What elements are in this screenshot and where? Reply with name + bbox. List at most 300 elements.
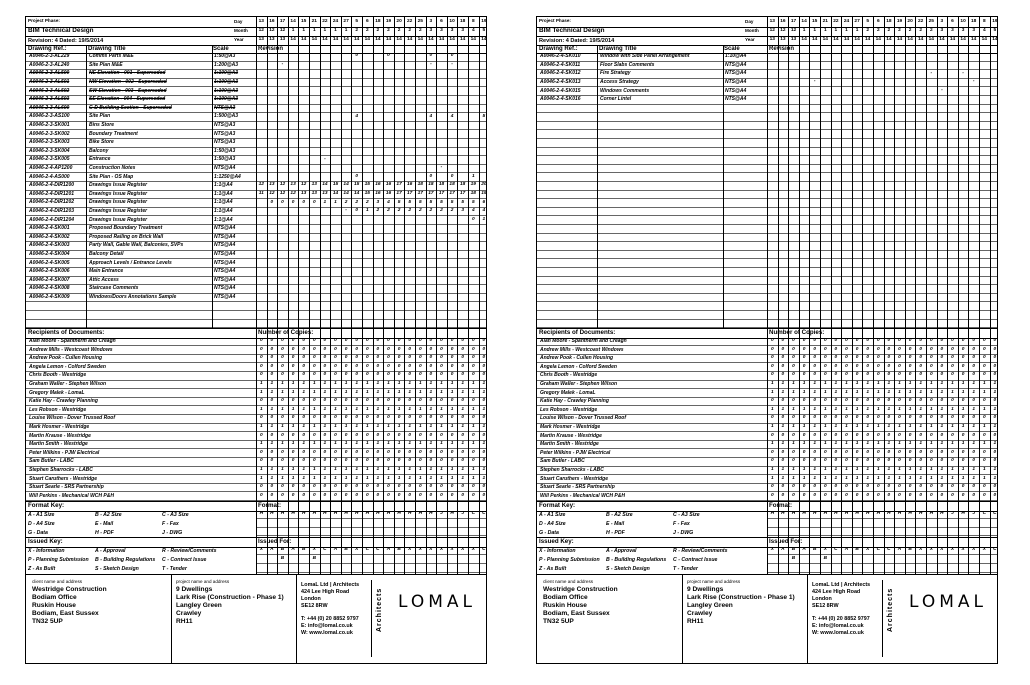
copies-cell: 0: [376, 449, 380, 455]
copies-cell: 1: [387, 424, 390, 430]
copies-cell: 1: [982, 467, 986, 473]
copies-cell: 1: [951, 381, 954, 387]
copies-cell: 1: [961, 424, 965, 430]
format-cell: H: [280, 510, 285, 516]
copies-cell: 0: [397, 346, 401, 352]
copies-cell: 1: [813, 424, 817, 430]
date-months-cell: 12: [269, 28, 275, 34]
copies-cell: 0: [855, 363, 859, 369]
revision-mark: 17: [460, 190, 466, 196]
drawing-ref: A0046-2-3-SK002: [29, 130, 70, 137]
copies-cell: 0: [982, 458, 986, 464]
issued-cell: B: [312, 555, 317, 561]
copies-cell: 1: [919, 381, 923, 387]
drawing-title: Access Strategy: [600, 79, 639, 86]
format-key-item: F - Fax: [673, 520, 690, 527]
copies-cell: 1: [993, 406, 997, 412]
revision-mark: 2: [397, 208, 401, 214]
date-months-cell: 2: [355, 28, 359, 34]
copies-cell: 1: [312, 381, 316, 387]
copies-cell: 1: [908, 441, 912, 447]
date-months-cell: 3: [940, 28, 944, 34]
revision-mark: 15: [364, 182, 370, 188]
copies-cell: 0: [908, 398, 912, 404]
date-days-cell: 21: [822, 19, 828, 25]
copies-cell: 0: [908, 432, 912, 438]
copies-cell: 1: [770, 406, 774, 412]
drawing-ref: A0046-2-3-AL240: [29, 61, 70, 68]
date-years-cell: 13: [258, 37, 264, 43]
copies-cell: 0: [898, 355, 901, 361]
copies-cell: 1: [471, 441, 475, 447]
revision-dated: Revision: 4 Dated: 19/5/2014: [28, 38, 104, 44]
copies-cell: 1: [929, 424, 933, 430]
copies-cell: 0: [845, 415, 848, 421]
copies-cell: 0: [813, 492, 817, 498]
recipient-name: Sam Butler - LABC: [540, 458, 585, 465]
issued-cell: C: [376, 547, 380, 553]
copies-cell: 0: [344, 372, 348, 378]
date-months-cell: 2: [876, 28, 880, 34]
copies-cell: 0: [355, 492, 359, 498]
copies-cell: 0: [898, 398, 901, 404]
copies-cell: 0: [482, 372, 486, 378]
copies-cell: 1: [887, 389, 891, 395]
copies-cell: 0: [898, 415, 901, 421]
copies-cell: 0: [270, 398, 274, 404]
client-label: client name and address: [543, 578, 594, 584]
copies-cell: 1: [866, 475, 870, 481]
date-days-cell: 14: [801, 19, 807, 25]
copies-cell: 0: [813, 415, 817, 421]
copies-cell: 1: [845, 424, 848, 430]
copies-cell: 0: [376, 484, 380, 490]
drawing-title: Balcony: [89, 147, 109, 154]
drawing-ref: A0046-2-4-SK001: [29, 225, 70, 232]
copies-cell: 0: [482, 492, 486, 498]
copies-cell: 0: [813, 449, 817, 455]
date-months-cell: 2: [387, 28, 390, 34]
copies-cell: 1: [440, 441, 443, 447]
revision-mark: 12: [290, 190, 296, 196]
copies-cell: 0: [982, 449, 986, 455]
copies-cell: 0: [845, 355, 848, 361]
copies-cell: 0: [929, 346, 933, 352]
copies-cell: 0: [344, 484, 348, 490]
revision-mark: 5: [440, 199, 443, 205]
copies-cell: 1: [418, 475, 422, 481]
copies-cell: 0: [387, 372, 390, 378]
copies-cell: 0: [770, 492, 774, 498]
drawing-ref-header: Drawing Ref.:: [28, 45, 67, 52]
recipients-header: Recipients of Documents:: [539, 329, 616, 337]
copies-cell: 0: [270, 346, 274, 352]
copies-cell: 0: [866, 449, 870, 455]
copies-cell: 1: [929, 467, 933, 473]
revision-mark: 16: [385, 190, 392, 196]
copies-cell: 0: [408, 484, 412, 490]
copies-cell: 0: [993, 372, 997, 378]
grid-divider: [330, 17, 331, 574]
revision-mark: 19: [481, 190, 487, 196]
date-years-cell: 14: [865, 37, 871, 43]
copies-cell: 0: [876, 398, 880, 404]
copies-cell: 0: [482, 346, 486, 352]
issued-for-header: Issued For:: [769, 538, 803, 546]
issued-key-item: R - Review/Comments: [673, 547, 728, 554]
copies-cell: 0: [823, 346, 827, 352]
copies-cell: 0: [334, 346, 337, 352]
copies-cell: 0: [281, 458, 284, 464]
revision-mark: 13: [269, 182, 275, 188]
grid-divider: [937, 17, 938, 574]
date-days-cell: 25: [928, 19, 934, 25]
recipient-name: Louise Wilson - Dover Trussed Roof: [540, 415, 626, 422]
drawing-scale: NTS@A4: [214, 242, 236, 249]
copies-cell: 1: [982, 389, 986, 395]
date-years-cell: 14: [833, 37, 839, 43]
copies-cell: 0: [291, 484, 295, 490]
recipient-name: Stephen Sharrocks - LABC: [29, 466, 93, 473]
grid-divider: [371, 580, 372, 657]
copies-cell: 1: [951, 467, 954, 473]
format-cell: H: [865, 510, 870, 516]
copies-cell: 1: [898, 424, 901, 430]
grid-divider: [884, 17, 885, 574]
grid-divider: [373, 17, 374, 574]
copies-cell: 0: [792, 398, 795, 404]
copies-cell: 0: [344, 458, 348, 464]
date-days-cell: 22: [833, 19, 839, 25]
issued-key-item: X - Information: [28, 547, 65, 554]
project-label: project name and address: [687, 578, 741, 584]
copies-cell: 0: [387, 355, 390, 361]
revision-mark: -: [930, 70, 933, 76]
copies-cell: 0: [471, 432, 475, 438]
copies-cell: 0: [281, 492, 284, 498]
revision-mark: 15: [332, 182, 339, 188]
drawing-scale: NTS@A3: [214, 139, 236, 146]
revision-mark: 5: [418, 199, 422, 205]
copies-cell: 0: [887, 432, 891, 438]
copies-cell: 0: [972, 363, 976, 369]
copies-cell: 0: [972, 492, 976, 498]
copies-cell: 1: [281, 406, 284, 412]
copies-cell: 0: [951, 372, 954, 378]
copies-cell: 1: [876, 389, 880, 395]
copies-cell: 0: [323, 449, 327, 455]
date-days-cell: 8: [471, 19, 475, 25]
grid-divider: [457, 17, 458, 574]
copies-cell: 1: [781, 424, 785, 430]
copies-cell: 1: [866, 441, 870, 447]
copies-cell: 0: [770, 346, 774, 352]
copies-cell: 0: [270, 363, 274, 369]
copies-cell: 1: [845, 381, 848, 387]
recipient-name: Gregory Malek - LomaL: [540, 389, 596, 396]
revision-mark: 18: [449, 182, 455, 188]
copies-cell: 0: [908, 363, 912, 369]
copies-cell: 1: [834, 424, 838, 430]
drawing-title: Windows/Doors Annotations Sample: [89, 294, 177, 301]
copies-cell: 0: [397, 492, 401, 498]
format-cell: H: [929, 510, 934, 516]
copies-cell: 0: [940, 363, 944, 369]
revision-mark: 13: [322, 190, 328, 196]
section-divider: [537, 574, 997, 575]
copies-cell: 1: [919, 441, 923, 447]
issued-row: [256, 556, 486, 565]
recipient-name: Graham Waller - Stephen Wilson: [29, 380, 107, 387]
drawing-ref: A0046-2-4-DIR1203: [29, 208, 75, 215]
date-years-cell: 14: [481, 37, 487, 43]
firm-contact: T: +44 (0) 20 8852 9797 E: info@lomal.co.uk W: www.lomal.co.uk: [812, 615, 870, 636]
revision-header: Revision: [258, 45, 284, 52]
date-months-cell: 12: [780, 28, 786, 34]
format-cell: H: [344, 510, 348, 516]
copies-cell: 0: [270, 415, 274, 421]
copies-cell: 0: [834, 346, 838, 352]
revision-mark: 13: [301, 190, 307, 196]
copies-cell: 1: [951, 441, 954, 447]
drawing-title: SW Elevation - 003 - Superseded: [89, 87, 167, 94]
copies-cell: 0: [845, 372, 848, 378]
copies-cell: 1: [855, 441, 859, 447]
revision-mark: 17: [407, 190, 413, 196]
issued-key-item: C - Contract Issue: [673, 556, 718, 563]
copies-cell: 0: [440, 484, 443, 490]
copies-cell: 0: [908, 484, 912, 490]
copies-cell: 1: [770, 467, 774, 473]
format-key-item: H - PDF: [606, 529, 625, 536]
date-days-cell: 17: [790, 19, 797, 25]
format-row: [256, 511, 486, 520]
revision-mark: 4: [387, 199, 390, 205]
date-months-cell: 1: [855, 28, 859, 34]
number-of-copies-header: Number of Copies:: [258, 329, 314, 337]
copies-cell: 0: [993, 346, 997, 352]
copies-cell: 0: [408, 346, 412, 352]
revision-mark: 16: [375, 182, 381, 188]
drawing-ref: A0046-2-4-AS000: [29, 173, 70, 180]
revision-mark: 12: [258, 182, 264, 188]
copies-cell: 0: [397, 458, 401, 464]
drawing-ref-header: Drawing Ref.:: [539, 45, 578, 52]
copies-cell: 0: [429, 415, 433, 421]
copies-cell: 0: [972, 484, 976, 490]
copies-cell: 1: [440, 467, 443, 473]
drawing-title: Proposed Boundary Treatment: [89, 225, 163, 232]
copies-cell: 1: [961, 467, 965, 473]
copies-cell: 0: [929, 432, 933, 438]
copies-cell: 0: [961, 458, 965, 464]
copies-cell: 0: [482, 484, 486, 490]
drawing-scale: 1:1@A4: [214, 199, 233, 206]
copies-cell: 0: [770, 484, 774, 490]
grid-divider: [820, 17, 821, 574]
copies-cell: 1: [302, 467, 306, 473]
copies-cell: 1: [270, 467, 274, 473]
lomal-logo: LOMAL: [909, 591, 988, 612]
drawing-ref: A0046-2-3-AL501: [29, 79, 70, 86]
issued-cell: A: [897, 547, 902, 553]
scale-header: Scale: [724, 45, 740, 52]
recipient-name: Gregory Malek - LomaL: [29, 389, 85, 396]
date-months-cell: 2: [908, 28, 912, 34]
recipient-name: Andrew Pook - Cullen Housing: [540, 355, 614, 362]
grid-divider: [778, 17, 779, 574]
date-years-cell: 13: [769, 37, 775, 43]
copies-cell: 0: [951, 338, 954, 344]
date-years-cell: 14: [354, 37, 360, 43]
copies-cell: 0: [866, 372, 870, 378]
grid-divider: [341, 17, 342, 574]
copies-cell: 1: [792, 441, 795, 447]
drawing-ref: A0046-2-4-SK008: [29, 285, 70, 292]
drawing-ref: A0046-2-4-SK010: [540, 53, 581, 60]
copies-cell: 0: [845, 338, 848, 344]
copies-cell: 0: [876, 355, 880, 361]
revision-mark: 3: [461, 208, 465, 214]
date-months-cell: 2: [418, 28, 422, 34]
date-years-cell: 14: [460, 37, 466, 43]
copies-cell: 0: [770, 415, 774, 421]
date-years-cell: 14: [812, 37, 818, 43]
format-key-item: G - Data: [539, 529, 559, 536]
copies-cell: 1: [834, 441, 838, 447]
copies-cell: 0: [344, 346, 348, 352]
copies-cell: 1: [323, 475, 327, 481]
date-months-cell: 2: [376, 28, 380, 34]
format-key-item: D - A4 Size: [28, 520, 55, 527]
revision-mark: 5: [429, 199, 433, 205]
copies-cell: 1: [302, 424, 306, 430]
copies-cell: 0: [387, 449, 390, 455]
firm-address: LomaL Ltd | Architects 424 Lee High Road London SE12 8RW: [812, 581, 871, 609]
date-months-cell: 3: [440, 28, 443, 34]
copies-cell: 0: [461, 484, 465, 490]
copies-cell: 0: [855, 484, 859, 490]
date-years-cell: 14: [396, 37, 402, 43]
drawing-scale: NTS@A4: [725, 87, 747, 94]
grid-divider: [383, 17, 384, 574]
copies-cell: 0: [302, 415, 306, 421]
copies-cell: 0: [993, 355, 997, 361]
copies-cell: 1: [291, 424, 295, 430]
format-cell: H: [781, 510, 785, 516]
grid-divider: [426, 17, 427, 574]
recipient-name: Stuart Searle - SRS Partnership: [540, 484, 615, 491]
recipient-name: Will Perkins - Mechanical WCH P&H: [29, 492, 114, 499]
date-years-cell: 13: [269, 37, 275, 43]
copies-cell: 1: [302, 475, 306, 481]
copies-cell: 0: [876, 492, 880, 498]
copies-cell: 0: [397, 449, 401, 455]
copies-cell: 1: [450, 381, 454, 387]
copies-cell: 0: [813, 338, 817, 344]
copies-cell: 1: [887, 467, 891, 473]
copies-cell: 0: [323, 484, 327, 490]
revision-mark: 19: [470, 182, 476, 188]
date-years-cell: 14: [949, 37, 956, 43]
copies-cell: 1: [823, 389, 827, 395]
date-years-cell: 14: [939, 37, 945, 43]
date-months-cell: 3: [972, 28, 976, 34]
copies-cell: 0: [344, 398, 348, 404]
copies-cell: 1: [323, 406, 327, 412]
copies-cell: 0: [312, 398, 316, 404]
revision-mark: 14: [354, 190, 360, 196]
format-cell: H: [844, 510, 849, 516]
copies-cell: 1: [461, 406, 465, 412]
drawing-title: Window with Side Panel Arrangement: [600, 53, 690, 60]
recipient-name: Stuart Caruthers - Westridge: [540, 475, 608, 482]
revision-mark: 4: [429, 113, 433, 119]
copies-cell: 1: [855, 406, 859, 412]
copies-cell: 1: [951, 424, 954, 430]
copies-cell: 0: [440, 372, 443, 378]
copies-cell: 1: [908, 406, 912, 412]
recipient-name: Andrew Mills - Westcoast Windows: [29, 346, 113, 353]
copies-cell: 0: [792, 484, 795, 490]
copies-cell: 0: [770, 458, 774, 464]
format-key-item: B - A2 Size: [95, 511, 122, 518]
issued-cell: B: [823, 555, 828, 561]
copies-cell: 1: [291, 475, 295, 481]
drawing-scale: 1:50@A3: [214, 53, 236, 60]
copies-cell: 1: [365, 475, 369, 481]
copies-cell: 0: [982, 363, 986, 369]
copies-cell: 1: [781, 475, 785, 481]
date-days-cell: 27: [854, 19, 860, 25]
copies-cell: 1: [898, 475, 901, 481]
copies-cell: 1: [323, 381, 327, 387]
copies-cell: 1: [940, 467, 944, 473]
copies-cell: 1: [291, 406, 295, 412]
copies-cell: 1: [387, 381, 390, 387]
copies-cell: 0: [855, 338, 859, 344]
date-days-cell: 10: [960, 19, 966, 25]
issued-cell: A: [844, 547, 849, 553]
revision-mark: 18: [438, 182, 445, 188]
copies-cell: 1: [440, 424, 443, 430]
format-row: [767, 511, 997, 520]
copies-cell: 0: [408, 372, 412, 378]
date-days-cell: 15: [301, 19, 307, 25]
copies-cell: 0: [344, 363, 348, 369]
revision-mark: -: [281, 61, 284, 67]
issued-row: [256, 564, 486, 573]
date-years-cell: 14: [981, 37, 987, 43]
copies-cell: 0: [876, 338, 880, 344]
copies-cell: 1: [813, 389, 817, 395]
copies-cell: 0: [387, 363, 390, 369]
copies-cell: 0: [281, 338, 284, 344]
revision-mark: 0: [312, 199, 316, 205]
copies-cell: 0: [961, 415, 965, 421]
issued-cell: X: [972, 547, 976, 553]
copies-cell: 0: [855, 492, 859, 498]
copies-cell: 0: [792, 432, 795, 438]
format-key-item: F - Fax: [162, 520, 179, 527]
format-cell: H: [259, 510, 264, 516]
date-months-cell: 2: [887, 28, 891, 34]
copies-cell: 0: [887, 355, 891, 361]
revision-mark: 17: [417, 190, 423, 196]
issued-key-item: P - Planning Submission: [539, 556, 600, 563]
copies-cell: 1: [397, 424, 401, 430]
drawing-title: NE Elevation - 001 - Superseded: [89, 70, 166, 77]
